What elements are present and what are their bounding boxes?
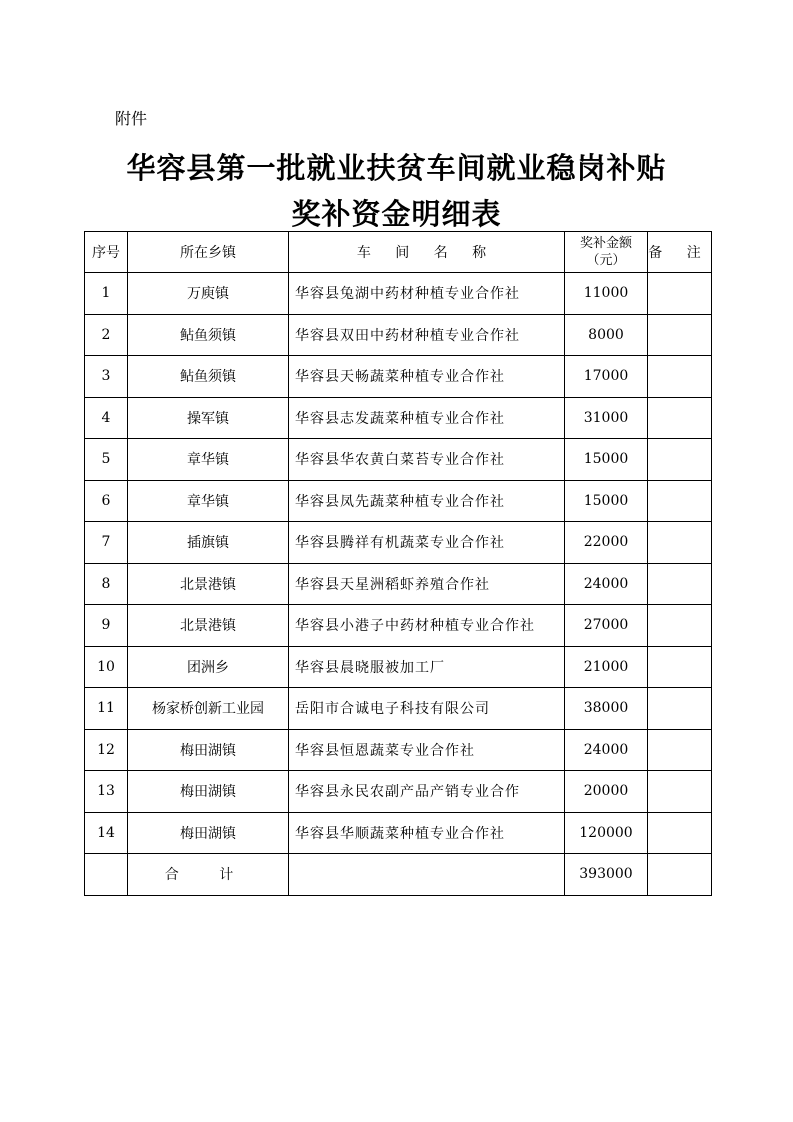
row-seq: 14 <box>85 812 128 854</box>
row-township: 万庾镇 <box>128 273 289 315</box>
row-seq: 12 <box>85 729 128 771</box>
header-amount <box>565 232 648 273</box>
table-header-row <box>85 232 712 273</box>
table-row <box>85 314 712 356</box>
row-township: 梅田湖镇 <box>128 812 289 854</box>
row-township: 梅田湖镇 <box>128 729 289 771</box>
table-row <box>85 439 712 481</box>
row-workshop: 华容县恒恩蔬菜专业合作社 <box>289 729 565 771</box>
row-township: 杨家桥创新工业园 <box>128 688 289 730</box>
total-remarks-cell <box>648 854 712 896</box>
row-amount: 24000 <box>565 729 648 771</box>
header-township: 所在乡镇 <box>128 232 289 273</box>
row-seq: 5 <box>85 439 128 481</box>
header-workshop: 车 间 名 称 <box>289 232 565 273</box>
row-amount: 17000 <box>565 356 648 398</box>
row-seq: 11 <box>85 688 128 730</box>
total-label: 合 计 <box>128 854 289 896</box>
row-remarks <box>648 646 712 688</box>
row-seq: 2 <box>85 314 128 356</box>
table-row <box>85 812 712 854</box>
row-township: 北景港镇 <box>128 563 289 605</box>
header-remarks: 备 注 <box>648 232 712 273</box>
total-amount: 393000 <box>565 854 648 896</box>
row-workshop: 华容县兔湖中药材种植专业合作社 <box>289 273 565 315</box>
row-seq: 6 <box>85 480 128 522</box>
row-township: 章华镇 <box>128 480 289 522</box>
row-seq: 10 <box>85 646 128 688</box>
row-workshop: 华容县华顺蔬菜种植专业合作社 <box>289 812 565 854</box>
row-remarks <box>648 273 712 315</box>
subsidy-table <box>84 231 712 896</box>
table-row <box>85 688 712 730</box>
row-remarks <box>648 314 712 356</box>
row-township: 操军镇 <box>128 397 289 439</box>
row-remarks <box>648 522 712 564</box>
table-row <box>85 397 712 439</box>
row-workshop: 华容县双田中药材种植专业合作社 <box>289 314 565 356</box>
total-seq-cell <box>85 854 128 896</box>
row-seq: 8 <box>85 563 128 605</box>
row-remarks <box>648 729 712 771</box>
row-township: 北景港镇 <box>128 605 289 647</box>
row-township: 插旗镇 <box>128 522 289 564</box>
row-remarks <box>648 812 712 854</box>
table-row <box>85 356 712 398</box>
row-amount: 22000 <box>565 522 648 564</box>
attachment-label: 附件 <box>115 109 148 128</box>
row-seq: 3 <box>85 356 128 398</box>
header-amount-line2: （元） <box>586 253 626 268</box>
row-amount: 24000 <box>565 563 648 605</box>
row-township: 鲇鱼须镇 <box>128 314 289 356</box>
row-workshop: 华容县天畅蔬菜种植专业合作社 <box>289 356 565 398</box>
row-amount: 15000 <box>565 439 648 481</box>
row-amount: 31000 <box>565 397 648 439</box>
row-seq: 7 <box>85 522 128 564</box>
table-row <box>85 729 712 771</box>
row-remarks <box>648 771 712 813</box>
total-workshop-cell <box>289 854 565 896</box>
row-workshop: 华容县晨晓服被加工厂 <box>289 646 565 688</box>
row-workshop: 华容县永民农副产品产销专业合作 <box>289 771 565 813</box>
table-row <box>85 605 712 647</box>
row-amount: 15000 <box>565 480 648 522</box>
row-amount: 11000 <box>565 273 648 315</box>
table-row <box>85 522 712 564</box>
row-amount: 27000 <box>565 605 648 647</box>
row-township: 团洲乡 <box>128 646 289 688</box>
row-remarks <box>648 397 712 439</box>
document-title-line1: 华容县第一批就业扶贫车间就业稳岗补贴 <box>126 151 667 185</box>
row-remarks <box>648 480 712 522</box>
row-workshop: 华容县华农黄白菜苔专业合作社 <box>289 439 565 481</box>
header-amount-line1: 奖补金额 <box>579 236 632 251</box>
row-workshop: 华容县志发蔬菜种植专业合作社 <box>289 397 565 439</box>
row-remarks <box>648 439 712 481</box>
row-amount: 120000 <box>565 812 648 854</box>
row-remarks <box>648 356 712 398</box>
row-seq: 4 <box>85 397 128 439</box>
row-seq: 1 <box>85 273 128 315</box>
row-seq: 13 <box>85 771 128 813</box>
row-township: 鲇鱼须镇 <box>128 356 289 398</box>
row-workshop: 岳阳市合诚电子科技有限公司 <box>289 688 565 730</box>
table-row <box>85 273 712 315</box>
row-workshop: 华容县腾祥有机蔬菜专业合作社 <box>289 522 565 564</box>
header-seq: 序号 <box>85 232 128 273</box>
table-row <box>85 563 712 605</box>
row-remarks <box>648 605 712 647</box>
total-row <box>85 854 712 896</box>
row-township: 章华镇 <box>128 439 289 481</box>
table-row <box>85 646 712 688</box>
row-amount: 21000 <box>565 646 648 688</box>
row-remarks <box>648 563 712 605</box>
table-row <box>85 771 712 813</box>
row-amount: 8000 <box>565 314 648 356</box>
table-row <box>85 480 712 522</box>
row-amount: 38000 <box>565 688 648 730</box>
row-workshop: 华容县小港子中药材种植专业合作社 <box>289 605 565 647</box>
document-title-line2: 奖补资金明细表 <box>291 197 502 231</box>
row-seq: 9 <box>85 605 128 647</box>
row-workshop: 华容县天星洲稻虾养殖合作社 <box>289 563 565 605</box>
row-township: 梅田湖镇 <box>128 771 289 813</box>
row-remarks <box>648 688 712 730</box>
row-amount: 20000 <box>565 771 648 813</box>
row-workshop: 华容县凤先蔬菜种植专业合作社 <box>289 480 565 522</box>
